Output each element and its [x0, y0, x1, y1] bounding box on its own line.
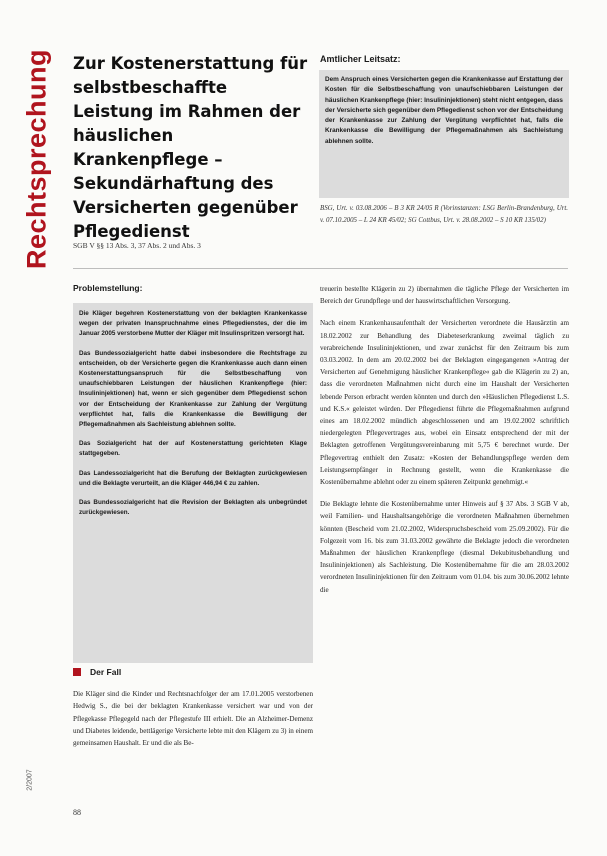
- problemstellung-section: [73, 283, 313, 663]
- issue-number: [24, 750, 36, 810]
- body-paragraph: Nach einem Krankenhausaufenthalt der Versicherten verordnete die Hausärztin am 18.02.2002 zur Behandlung des Diabeteserkrankung zweimal täglich zu verabreichende Insulininjektionen, und zwar zunächst für den Zeitraum bis zum 03.03.2002. In dem am 20.02.2002 bei der Beklagten eingegangenen »Antrag der Versicherten auf Genehmigung häuslicher Krankenpflege« gab die Klägerin zu 2) an, dass die verordneten Maßnahmen nicht durch eine im Haushalt der Versicherten lebende Person erbracht werden könnten und durch den »Häuslichen Pflegedienst L.S. und K.S.« geleistet würden. Der Pflegedienst führte die Pflegemaßnahmen aufgrund eines am 18.02.2002 mündlich abgeschlossenen und am 19.02.2002 schriftlich niedergelegten Pflegevertrages aus, wobei ein Einsatz entsprechend der mit der Beklagten getroffenen Vergütungsvereinbarung mit 5,75 € berechnet wurde. Der Pflegevertrag enthielt den Zusatz: »Kosten der Behandlungspflege werden dem Leistungsempfänger in Rechnung gestellt, wenn die Krankenkasse die Kostenübernahme ablehnt oder zu einem späteren Zeitpunkt genehmigt.«: [320, 319, 569, 487]
- page-number: 88: [73, 808, 81, 817]
- problemstellung-paragraph: Das Bundessozialgericht hat die Revision der Beklagten als unbegründet zurückgewiesen.: [79, 499, 307, 517]
- court-citation: BSG, Urt. v. 03.08.2006 – B 3 KR 24/05 R (Vorinstanzen: LSG Berlin-Brandenburg, Urt. v. 07.10.2005 – L 24 KR 45/02; SG Cottbus, Urt. v. 28.08.2002 – S 10 KR 135/02): [320, 205, 568, 225]
- der-fall-heading-text: Der Fall: [90, 667, 122, 677]
- leitsatz-heading: Amtlicher Leitsatz:: [320, 54, 401, 64]
- header-divider: [73, 268, 568, 269]
- norm-reference: SGB V §§ 13 Abs. 3, 37 Abs. 2 und Abs. 3: [73, 241, 201, 250]
- leitsatz-text: Dem Anspruch eines Versicherten gegen die Krankenkasse auf Erstattung der Kosten für die Selbstbeschaffung von unaufschiebbaren Leistungen der häuslichen Krankenpflege (hier: Insulininjektionen) steht nicht entgegen, dass der Versicherte sich gegenüber dem Pflegedienst schon vor der Entscheidung der Krankenkasse zur Zahlung der Vergütung verpflichtet hat, falls die Krankenkasse die Bewilligung der Pflegemaßnahmen als Sachleistung ablehnen sollte.: [325, 76, 563, 145]
- leitsatz-box: [319, 70, 569, 198]
- right-column: [320, 283, 569, 606]
- bullet-square-icon: [73, 668, 81, 676]
- body-paragraph: Die Beklagte lehnte die Kostenübernahme unter Hinweis auf § 37 Abs. 3 SGB V ab, weil Familien- und Haushaltsangehörige die verordneten Maßnahmen übernehmen könnten (Bescheid vom 21.02.2002, Widerspruchsbescheid vom 25.09.2002). Für die Folgezeit vom 16. bis zum 31.03.2002 gewährte die Beklagte jedoch die verordneten Maßnahmen der häuslichen Krankenpflege (diesmal Dekubitusbehandlung und Insulininjektionen) als Sachleistung. Die Kostenübernahme für die am 28.03.2002 verordneten Insulininjektionen für den Zeitraum vom 01.04. bis zum 30.06.2002 lehnte die: [320, 500, 569, 594]
- section-label-text: Rechtsprechung: [21, 48, 52, 270]
- der-fall-heading: [73, 667, 313, 677]
- problemstellung-paragraph: Das Sozialgericht hat der auf Kostenerstattung gerichteten Klage stattgegeben.: [79, 440, 307, 458]
- section-label: [22, 44, 52, 274]
- article-title: Zur Kostenerstattung für selbstbeschaffte Leistung im Rahmen der häuslichen Krankenpflege – Sekundärhaftung des Versicherten gegenüber Pflegedienst: [73, 54, 308, 241]
- problemstellung-heading: Problemstellung:: [73, 283, 143, 293]
- body-paragraph: treuerin bestellte Klägerin zu 2) übernahmen die tägliche Pflege der Versicherten im Bereich der Grundpflege und der hauswirtschaftlichen Versorgung.: [320, 285, 569, 306]
- issue-number-text: 2/2007: [26, 769, 34, 791]
- problemstellung-paragraph: Das Bundessozialgericht hatte dabei insbesondere die Rechtsfrage zu entscheiden, ob der Versicherte gegen die Krankenkasse auch dann einen Kostenerstattungsanspruch für die Selbstbeschaffung von unaufschiebbaren Leistungen der häuslichen Krankenpflege (hier: Insulininjektionen) hat, wenn er sich gegenüber dem Pflegedienst schon vor der Entscheidung der Krankenkasse zur Zahlung der Vergütung verpflichtet hat, falls die Krankenkasse die Bewilligung der Pflegemaßnahmen als Sachleistung ablehnen sollte.: [79, 349, 307, 429]
- problemstellung-paragraph: Die Kläger begehren Kostenerstattung von der beklagten Krankenkasse wegen der privaten Inanspruchnahme eines Pflegedienstes, der die im Januar 2005 verstorbene Mutter der Kläger mit Insulinspritzen versorgt hat.: [79, 310, 307, 338]
- problemstellung-box: [73, 303, 313, 663]
- der-fall-text: Die Kläger sind die Kinder und Rechtsnachfolger der am 17.01.2005 verstorbenen Hedwig S., die bei der beklagten Krankenkasse versichert war und von der Pflegekasse Pflegegeld nach der Pflegestufe III erhielt. Die an Alzheimer-Demenz und Diabetes leidende, bettlägerige Versicherte lebte mit den Klägern zu 3) in einem gemeinsamen Haushalt. Er und die als Be-: [73, 690, 313, 748]
- problemstellung-paragraph: Das Landessozialgericht hat die Berufung der Beklagten zurückgewiesen und die Beklagte verurteilt, an die Kläger 446,94 € zu zahlen.: [79, 469, 307, 487]
